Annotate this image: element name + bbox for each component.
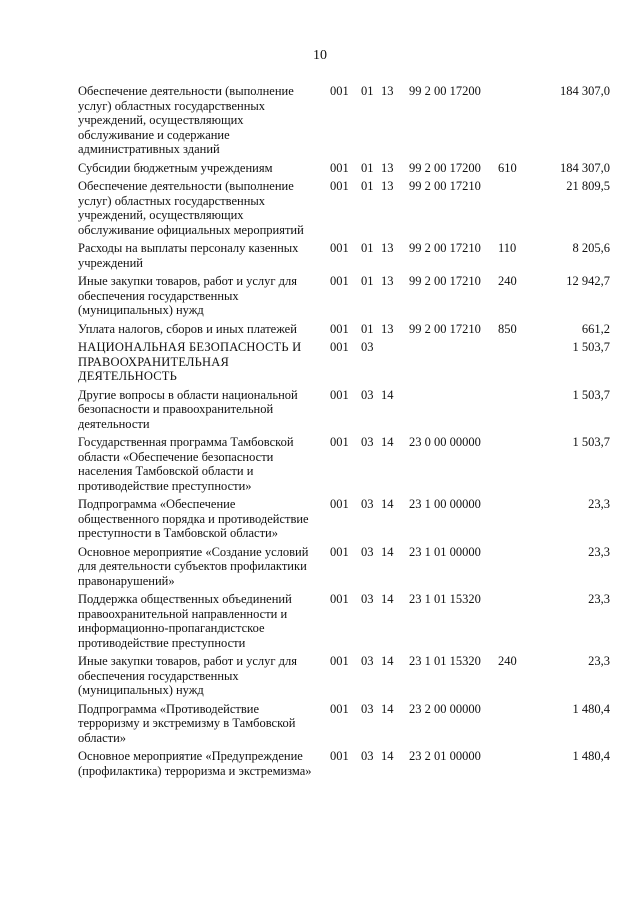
row-ved: 001 — [330, 387, 349, 402]
row-name: Основное мероприятие «Предупреждение (профилактика) терроризма и экстремизма» — [78, 749, 312, 778]
row-pr: 14 — [381, 387, 394, 402]
row-vr: 850 — [498, 321, 517, 336]
row-rz: 03 — [361, 497, 374, 511]
row-rz: 03 — [361, 701, 374, 716]
row-ved: 001 — [330, 749, 349, 763]
row-ved: 001 — [330, 321, 349, 336]
row-sum: 1 503,7 — [572, 340, 610, 354]
row-name: Иные закупки товаров, работ и услуг для обеспечения государственных (муниципальных) нужд — [78, 654, 298, 697]
row-ved: 001 — [330, 544, 349, 559]
row-ved: 001 — [330, 179, 349, 193]
row-sum: 1 480,4 — [572, 701, 610, 716]
row-pr: 14 — [381, 435, 394, 449]
row-pr: 13 — [381, 160, 394, 175]
row-rz: 03 — [361, 387, 374, 402]
row-sum: 8 205,6 — [572, 241, 610, 255]
table-row-section — [78, 340, 610, 384]
row-pr: 14 — [381, 592, 394, 606]
row-pr: 13 — [381, 274, 394, 288]
table-row — [78, 654, 610, 698]
row-name: Обеспечение деятельности (выполнение услуг) областных государственных учреждений, осуществляющих обслуживание официальных мероприятий — [78, 179, 304, 237]
row-name: Субсидии бюджетным учреждениям — [78, 160, 273, 175]
row-sum: 23,3 — [588, 654, 610, 668]
row-sum: 184 307,0 — [560, 160, 610, 175]
table-row — [78, 322, 610, 337]
table-row — [78, 84, 610, 157]
row-sum: 661,2 — [581, 321, 610, 336]
row-csr: 23 0 00 00000 — [409, 435, 481, 449]
row-sum: 21 809,5 — [566, 179, 610, 193]
row-ved: 001 — [330, 84, 349, 98]
row-name: Основное мероприятие «Создание условий для деятельности субъектов профилактики правонарушений» — [78, 544, 309, 588]
table-row — [78, 435, 610, 493]
row-sum: 23,3 — [588, 592, 610, 606]
row-name: Государственная программа Тамбовской области «Обеспечение безопасности населения Тамбовской области и противодействие преступности» — [78, 435, 294, 493]
row-rz: 03 — [361, 544, 374, 559]
row-ved: 001 — [330, 274, 349, 288]
table-row — [78, 702, 610, 746]
row-csr: 99 2 00 17210 — [409, 274, 481, 288]
row-vr: 240 — [498, 654, 517, 668]
row-name: Обеспечение деятельности (выполнение услуг) областных государственных учреждений, осуществляющих обслуживание и содержание административных зданий — [78, 84, 294, 156]
row-pr: 14 — [381, 544, 394, 559]
row-csr: 23 1 01 15320 — [409, 592, 481, 606]
row-rz: 03 — [361, 435, 374, 449]
row-name: Другие вопросы в области национальной безопасности и правоохранительной деятельности — [78, 387, 298, 431]
row-sum: 184 307,0 — [560, 84, 610, 98]
row-rz: 03 — [361, 654, 374, 668]
row-ved: 001 — [330, 654, 349, 668]
row-csr: 23 1 01 00000 — [409, 544, 481, 559]
table-row — [78, 497, 610, 541]
row-name: Иные закупки товаров, работ и услуг для обеспечения государственных (муниципальных) нужд — [78, 274, 298, 317]
row-rz: 01 — [361, 274, 374, 288]
page-number: 10 — [313, 48, 327, 63]
row-ved: 001 — [330, 592, 349, 606]
row-rz: 01 — [361, 179, 374, 193]
row-ved: 001 — [330, 701, 349, 716]
row-sum: 1 503,7 — [572, 435, 610, 449]
row-rz: 03 — [361, 592, 374, 606]
row-rz: 01 — [361, 321, 374, 336]
row-pr: 13 — [381, 179, 394, 193]
row-rz: 03 — [361, 749, 374, 763]
row-pr: 14 — [381, 749, 394, 763]
row-ved: 001 — [330, 497, 349, 511]
row-ved: 001 — [330, 435, 349, 449]
row-ved: 001 — [330, 241, 349, 255]
row-name: Подпрограмма «Обеспечение общественного порядка и противодействие преступности в Тамбовской области» — [78, 497, 309, 540]
row-pr: 14 — [381, 654, 394, 668]
row-sum: 1 503,7 — [572, 387, 610, 402]
row-rz: 01 — [361, 241, 374, 255]
row-csr: 99 2 00 17210 — [409, 179, 481, 193]
row-sum: 23,3 — [588, 497, 610, 511]
row-csr: 99 2 00 17200 — [409, 160, 481, 175]
row-rz: 01 — [361, 160, 374, 175]
row-ved: 001 — [330, 160, 349, 175]
row-sum: 1 480,4 — [572, 749, 610, 763]
row-vr: 110 — [498, 241, 517, 255]
row-name: Поддержка общественных объединений правоохранительной направленности и информационно-пропагандистское противодействие преступности — [78, 592, 292, 650]
row-name: НАЦИОНАЛЬНАЯ БЕЗОПАСНОСТЬ И ПРАВООХРАНИТЕЛЬНАЯ ДЕЯТЕЛЬНОСТЬ — [78, 340, 302, 383]
table-row — [78, 274, 610, 318]
table-row — [78, 545, 610, 589]
row-ved: 001 — [330, 340, 349, 354]
row-name: Расходы на выплаты персоналу казенных учреждений — [78, 241, 299, 270]
table-row — [78, 241, 610, 270]
row-rz: 01 — [361, 84, 374, 98]
row-pr: 13 — [381, 84, 394, 98]
row-csr: 23 1 01 15320 — [409, 654, 481, 668]
row-vr: 610 — [498, 160, 517, 175]
table-row — [78, 179, 610, 237]
row-csr: 99 2 00 17210 — [409, 321, 481, 336]
budget-table — [78, 84, 610, 782]
table-row — [78, 388, 610, 432]
table-row — [78, 749, 610, 778]
row-csr: 99 2 00 17210 — [409, 241, 481, 255]
table-row — [78, 161, 610, 176]
row-csr: 23 2 00 00000 — [409, 701, 481, 716]
row-name: Уплата налогов, сборов и иных платежей — [78, 321, 297, 336]
row-sum: 12 942,7 — [566, 274, 610, 288]
row-pr: 13 — [381, 241, 394, 255]
row-pr: 14 — [381, 701, 394, 716]
table-row — [78, 592, 610, 650]
row-csr: 99 2 00 17200 — [409, 84, 481, 98]
row-rz: 03 — [361, 340, 374, 354]
row-csr: 23 1 00 00000 — [409, 497, 481, 511]
row-pr: 13 — [381, 321, 394, 336]
row-sum: 23,3 — [588, 544, 610, 559]
row-vr: 240 — [498, 274, 517, 288]
row-csr: 23 2 01 00000 — [409, 749, 481, 763]
row-name: Подпрограмма «Противодействие терроризму и экстремизму в Тамбовской области» — [78, 701, 296, 745]
row-pr: 14 — [381, 497, 394, 511]
